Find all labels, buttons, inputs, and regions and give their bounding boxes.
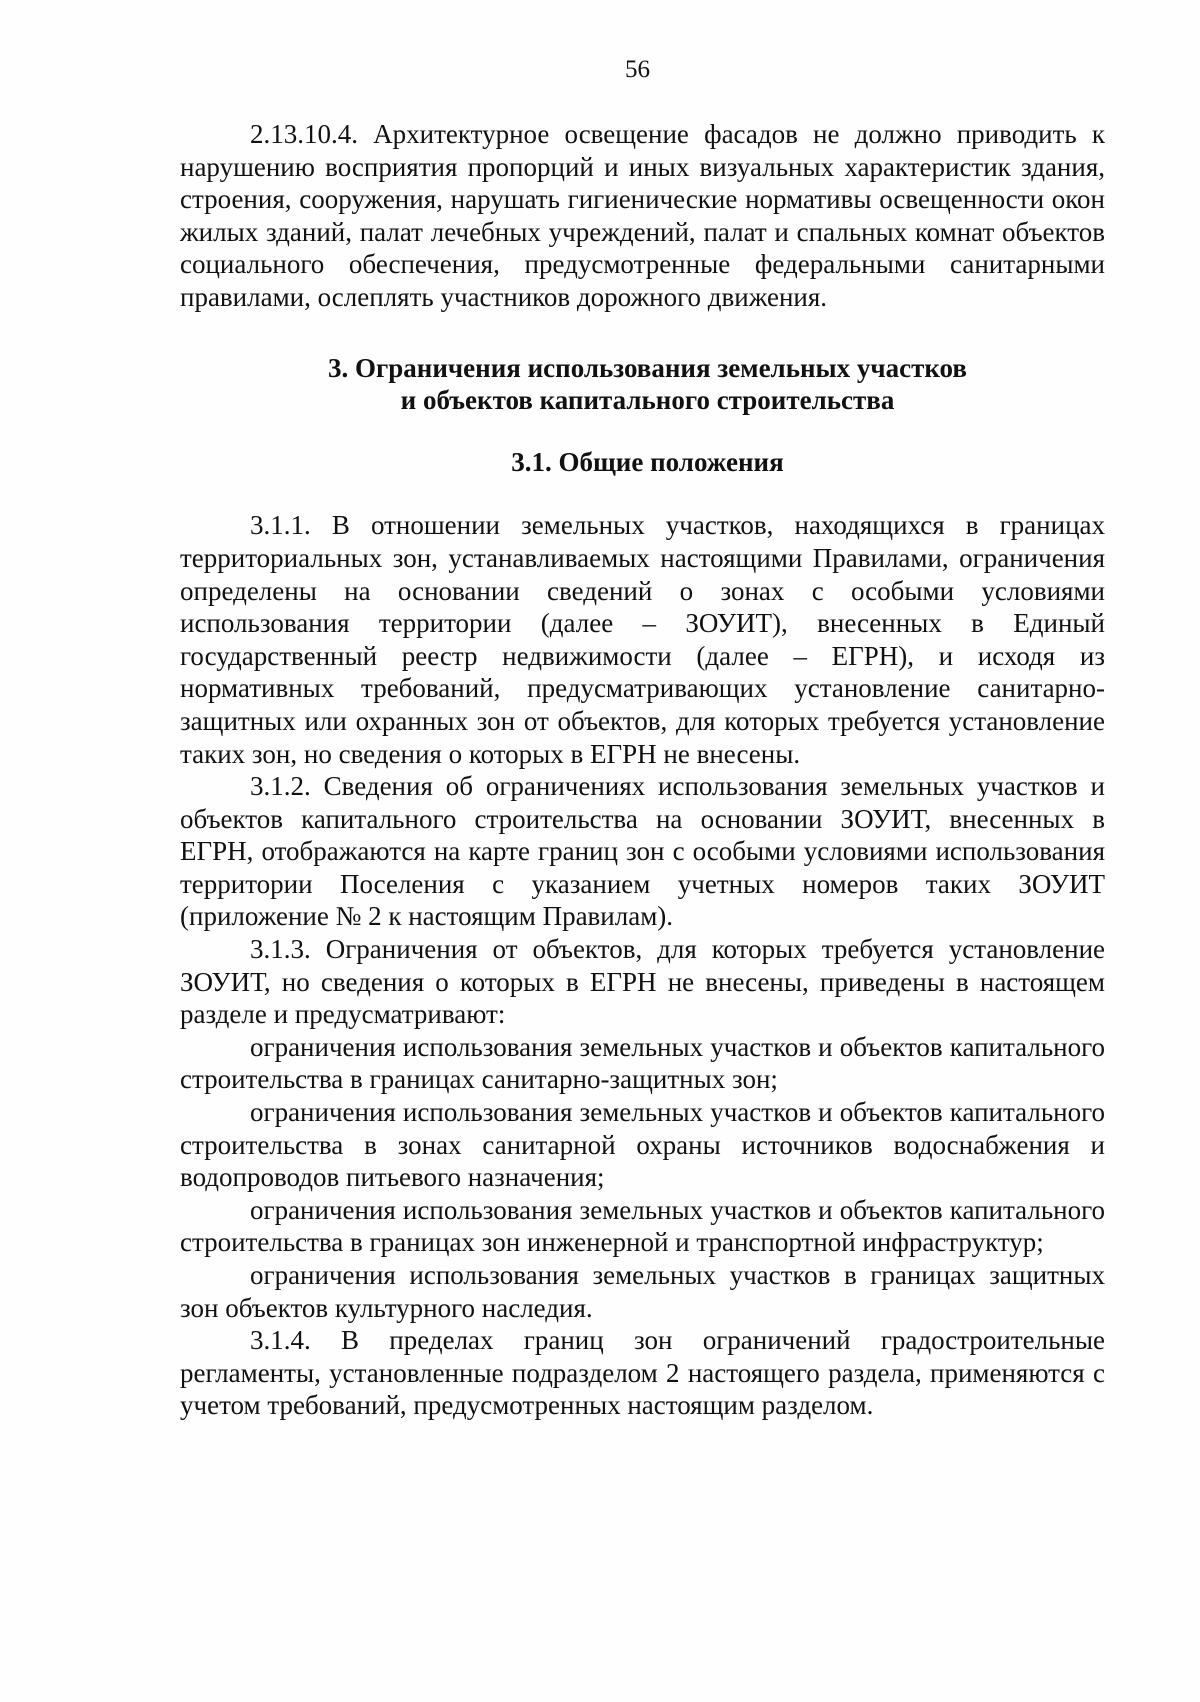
paragraph-3-1-4: 3.1.4. В пределах границ зон ограничений градостроительные регламенты, установленные подразделом 2 настоящего раздела, применяются с учетом требований, предусмотренных настоящим разделом. bbox=[180, 1325, 1105, 1421]
section-3-title-line-1: 3. Ограничения использования земельных участков bbox=[328, 352, 967, 383]
page-number: 56 bbox=[625, 56, 650, 83]
paragraph-3-1-3: 3.1.3. Ограничения от объектов, для которых требуется установление ЗОУИТ, но сведения о которых в ЕГРН не внесены, приведены в настоящем разделе и предусматривают: bbox=[180, 934, 1105, 1030]
subsection-3-1-title: 3.1. Общие положения bbox=[511, 446, 784, 477]
paragraph-2-13-10-4: 2.13.10.4. Архитектурное освещение фасадов не должно приводить к нарушению восприятия пропорций и иных визуальных характеристик здания, строения, сооружения, нарушать гигиенические нормативы освещенности окон жилых зданий, палат лечебных учреждений, палат и спальных комнат объектов социального обеспечения, предусмотренные федеральными санитарными правилами, ослеплять участников дорожного движения. bbox=[180, 119, 1105, 312]
list-item: ограничения использования земельных участков и объектов капитального строительства в границах зон инженерной и транспортной инфраструктур; bbox=[180, 1194, 1105, 1258]
paragraph-3-1-2: 3.1.2. Сведения об ограничениях использования земельных участков и объектов капитального строительства на основании ЗОУИТ, внесенных в ЕГРН, отображаются на карте границ зон с особыми условиями использования территории Поселения с указанием учетных номеров таких ЗОУИТ (приложение № 2 к настоящим Правилам). bbox=[180, 771, 1105, 932]
section-3-title-line-2: и объектов капитального строительства bbox=[400, 385, 895, 416]
section-3-title bbox=[180, 352, 1105, 417]
list-item: ограничения использования земельных участков и объектов капитального строительства в границах санитарно-защитных зон; bbox=[180, 1031, 1105, 1095]
paragraph-3-1-1: 3.1.1. В отношении земельных участков, находящихся в границах территориальных зон, устанавливаемых настоящими Правилами, ограничения определены на основании сведений о зонах с особыми условиями использования территории (далее – ЗОУИТ), внесенных в Единый государственный реестр недвижимости (далее – ЕГРН), и исходя из нормативных требований, предусматривающих установление санитарно-защитных или охранных зон от объектов, для которых требуется установление таких зон, но сведения о которых в ЕГРН не внесены. bbox=[180, 510, 1105, 769]
list-item: ограничения использования земельных участков и объектов капитального строительства в зонах санитарной охраны источников водоснабжения и водопроводов питьевого назначения; bbox=[180, 1097, 1105, 1193]
document-body bbox=[180, 118, 1105, 1422]
list-item: ограничения использования земельных участков в границах защитных зон объектов культурного наследия. bbox=[180, 1260, 1105, 1323]
